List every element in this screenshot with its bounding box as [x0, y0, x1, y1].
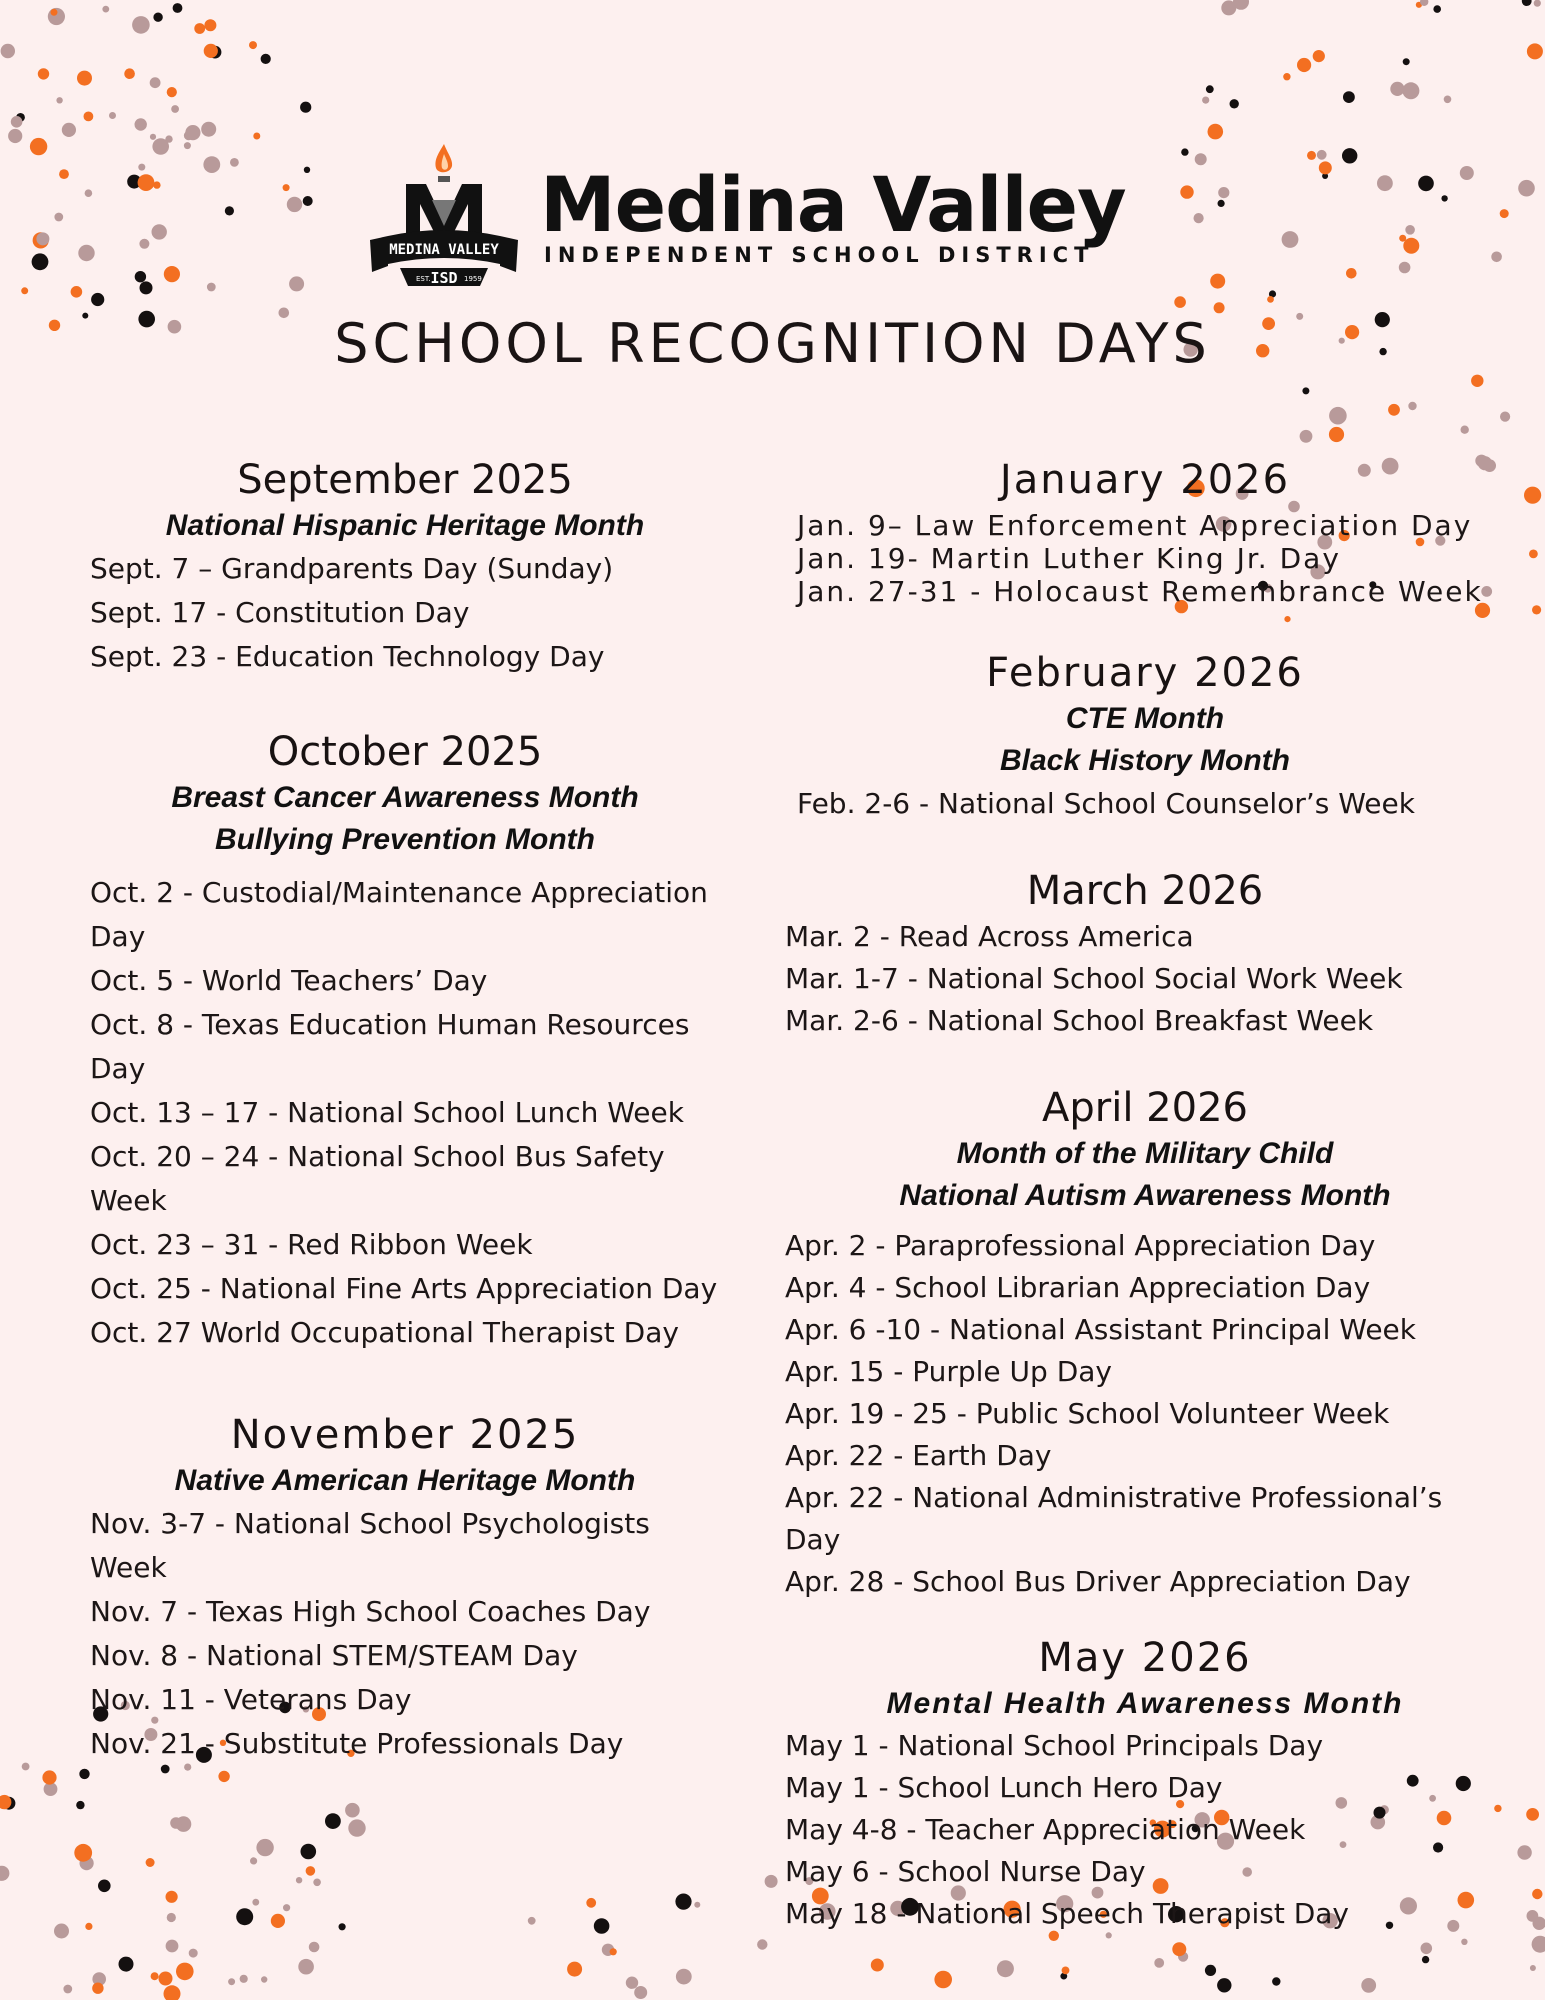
confetti-dot — [42, 1770, 56, 1784]
confetti-dot — [153, 13, 162, 22]
confetti-dot — [1218, 187, 1229, 198]
confetti-dot — [98, 1880, 111, 1893]
confetti-dot — [0, 1866, 9, 1881]
confetti-dot — [1221, 0, 1236, 15]
confetti-dot — [1343, 91, 1355, 103]
confetti-dot — [1517, 1845, 1531, 1859]
month-observance: National Hispanic Heritage Month — [165, 509, 645, 542]
confetti-dot — [1444, 96, 1452, 104]
confetti-dot — [1174, 296, 1186, 308]
confetti-dot — [76, 1801, 84, 1809]
confetti-dot — [11, 116, 23, 128]
confetti-dot — [1205, 1965, 1216, 1976]
confetti-dot — [139, 239, 149, 249]
month-section-september — [90, 455, 720, 679]
month-observance: CTE Month — [1065, 702, 1225, 735]
confetti-dot — [1208, 124, 1224, 140]
event-list — [90, 871, 720, 1355]
list-item: Oct. 8 - Texas Education Human Resources Day — [90, 1008, 690, 1085]
confetti-dot — [296, 1877, 302, 1883]
confetti-dot — [1300, 430, 1313, 443]
month-section-october — [90, 727, 720, 1355]
confetti-dot — [62, 123, 76, 137]
confetti-dot — [1518, 180, 1535, 197]
confetti-dot — [21, 287, 28, 294]
confetti-dot — [22, 1763, 30, 1771]
confetti-dot — [218, 1771, 229, 1782]
event-list — [785, 916, 1505, 1042]
month-observance: Black History Month — [999, 744, 1291, 777]
confetti-dot — [675, 1894, 691, 1910]
confetti-dot — [119, 1957, 134, 1972]
confetti-dot — [1532, 1936, 1545, 1953]
month-heading: November 2025 — [230, 1412, 580, 1458]
confetti-dot — [225, 206, 234, 215]
confetti-dot — [152, 224, 167, 239]
confetti-dot — [152, 138, 169, 155]
confetti-dot — [261, 1976, 267, 1982]
confetti-dot — [1172, 1942, 1186, 1956]
confetti-dot — [138, 164, 145, 171]
confetti-dot — [230, 158, 239, 167]
event-list — [90, 1502, 720, 1766]
district-name: Medina Valley — [540, 160, 1126, 249]
confetti-dot — [313, 1879, 321, 1887]
emblem-name-text: MEDINA VALLEY — [389, 242, 499, 258]
confetti-dot — [1534, 0, 1541, 7]
confetti-dot — [1361, 1978, 1376, 1993]
confetti-dot — [159, 1972, 173, 1986]
confetti-dot — [132, 16, 150, 34]
confetti-dot — [91, 293, 104, 306]
list-item: Apr. 22 - National Administrative Professional’s Day — [785, 1481, 1443, 1556]
confetti-dot — [1297, 58, 1311, 72]
confetti-dot — [56, 97, 62, 103]
confetti-dot — [586, 1898, 596, 1908]
list-item: Apr. 28 - School Bus Driver Appreciation Day — [785, 1565, 1411, 1598]
confetti-dot — [1529, 550, 1538, 559]
list-item: May 1 - School Lunch Hero Day — [785, 1771, 1223, 1804]
confetti-dot — [77, 71, 92, 86]
confetti-dot — [228, 1978, 235, 1985]
confetti-dot — [1282, 231, 1299, 248]
list-item: Oct. 2 - Custodial/Maintenance Appreciation Day — [90, 876, 708, 953]
confetti-dot — [236, 1908, 253, 1925]
confetti-dot — [189, 1949, 198, 1958]
confetti-dot — [194, 23, 205, 34]
confetti-dot — [150, 77, 161, 88]
confetti-dot — [304, 167, 310, 173]
confetti-dot — [934, 1971, 952, 1989]
list-item: May 6 - School Nurse Day — [785, 1855, 1146, 1888]
event-list — [785, 509, 1505, 608]
confetti-dot — [1302, 387, 1309, 394]
confetti-dot — [1307, 151, 1316, 160]
confetti-dot — [1532, 1889, 1542, 1899]
confetti-dot — [1210, 274, 1225, 289]
confetti-dot — [594, 1918, 610, 1934]
list-item: Oct. 13 – 17 - National School Lunch Week — [90, 1096, 684, 1129]
confetti-dot — [1433, 5, 1441, 13]
confetti-dot — [298, 1959, 314, 1975]
list-item: Mar. 1-7 - National School Social Work Week — [785, 962, 1403, 995]
district-logo-emblem — [360, 140, 520, 300]
confetti-dot — [135, 118, 147, 130]
svg-text:ISD: ISD — [430, 269, 458, 287]
confetti-dot — [51, 9, 58, 16]
confetti-dot — [176, 1963, 194, 1981]
confetti-dot — [207, 283, 216, 292]
confetti-dot — [1267, 296, 1274, 303]
list-item: Oct. 27 World Occupational Therapist Day — [90, 1316, 679, 1349]
district-subtitle: INDEPENDENT SCHOOL DISTRICT — [544, 243, 1095, 267]
month-observance: National Autism Awareness Month — [899, 1179, 1391, 1212]
confetti-dot — [85, 1923, 92, 1930]
confetti-dot — [74, 1844, 92, 1862]
list-item: Jan. 27-31 - Holocaust Remembrance Week — [797, 575, 1483, 608]
confetti-dot — [1500, 412, 1510, 422]
confetti-dot — [1402, 82, 1419, 99]
confetti-dot — [150, 134, 156, 140]
month-section-may — [785, 1633, 1505, 1935]
list-item: Apr. 4 - School Librarian Appreciation Day — [785, 1271, 1371, 1304]
list-item: Jan. 19- Martin Luther King Jr. Day — [797, 542, 1341, 575]
confetti-dot — [283, 1904, 290, 1911]
confetti-dot — [164, 1985, 181, 2000]
confetti-dot — [138, 174, 155, 191]
list-item: Apr. 19 - 25 - Public School Volunteer Week — [785, 1397, 1390, 1430]
month-heading: May 2026 — [1038, 1635, 1252, 1681]
confetti-dot — [1202, 97, 1209, 104]
confetti-dot — [84, 112, 94, 122]
list-item: Sept. 23 - Education Technology Day — [90, 640, 605, 673]
list-item: Nov. 8 - National STEM/STEAM Day — [90, 1639, 578, 1672]
confetti-dot — [283, 184, 290, 191]
confetti-dot — [1491, 251, 1502, 262]
confetti-dot — [301, 1844, 317, 1860]
confetti-dot — [1180, 185, 1193, 198]
confetti-dot — [271, 1914, 285, 1928]
month-heading: March 2026 — [1026, 868, 1264, 914]
confetti-dot — [1390, 82, 1404, 96]
confetti-dot — [1460, 166, 1474, 180]
list-item: Apr. 2 - Paraprofessional Appreciation Day — [785, 1229, 1376, 1262]
confetti-dot — [1524, 487, 1541, 504]
list-item: Nov. 3-7 - National School Psychologists Week — [90, 1507, 650, 1584]
confetti-dot — [1319, 161, 1332, 174]
confetti-dot — [32, 253, 49, 270]
confetti-dot — [765, 1875, 778, 1888]
confetti-dot — [1195, 153, 1207, 165]
month-heading: September 2025 — [237, 457, 573, 503]
confetti-dot — [634, 1986, 647, 1999]
confetti-dot — [171, 105, 179, 113]
confetti-dot — [871, 1959, 884, 1972]
list-item: Oct. 23 – 31 - Red Ribbon Week — [90, 1228, 533, 1261]
confetti-dot — [1218, 200, 1225, 207]
event-list — [90, 547, 720, 679]
district-header — [360, 140, 1140, 300]
confetti-dot — [1532, 605, 1541, 614]
month-section-november — [90, 1410, 720, 1766]
confetti-dot — [626, 1977, 638, 1989]
confetti-dot — [1526, 1808, 1539, 1821]
confetti-dot — [173, 3, 183, 13]
confetti-dot — [1530, 1965, 1536, 1971]
month-section-february — [785, 648, 1505, 826]
month-observance: Breast Cancer Awareness Month — [171, 781, 639, 814]
confetti-dot — [1527, 43, 1543, 59]
confetti-dot — [1, 44, 15, 58]
event-list — [785, 1725, 1505, 1935]
month-observance: Month of the Military Child — [956, 1137, 1334, 1170]
confetti-dot — [185, 125, 200, 140]
list-item: Apr. 15 - Purple Up Day — [785, 1355, 1112, 1388]
confetti-dot — [1421, 1943, 1433, 1955]
confetti-dot — [79, 1769, 89, 1779]
confetti-dot — [240, 1975, 248, 1983]
page-title: SCHOOL RECOGNITION DAYS — [334, 312, 1211, 375]
month-section-march — [785, 866, 1505, 1042]
confetti-dot — [204, 19, 216, 31]
confetti-dot — [252, 1899, 259, 1906]
list-item: Oct. 25 - National Fine Arts Appreciation Day — [90, 1272, 718, 1305]
confetti-dot — [1441, 195, 1447, 201]
list-item: Feb. 2-6 - National School Counselor’s Week — [797, 787, 1415, 820]
confetti-dot — [54, 1924, 69, 1939]
month-heading: February 2026 — [986, 650, 1304, 696]
confetti-dot — [757, 1939, 767, 1949]
confetti-dot — [151, 1972, 159, 1980]
confetti-dot — [325, 1813, 341, 1829]
confetti-dot — [1342, 148, 1357, 163]
confetti-dot — [102, 6, 109, 13]
confetti-dot — [694, 1902, 700, 1908]
confetti-dot — [71, 286, 83, 298]
confetti-dot — [1471, 375, 1483, 387]
confetti-dot — [166, 1891, 178, 1903]
confetti-dot — [146, 1858, 155, 1867]
confetti-dot — [109, 112, 116, 119]
confetti-dot — [528, 1917, 536, 1925]
confetti-dot — [1461, 1939, 1467, 1945]
list-item: Mar. 2 - Read Across America — [785, 920, 1194, 953]
month-observance: Bullying Prevention Month — [215, 823, 595, 856]
confetti-dot — [289, 276, 304, 291]
confetti-dot — [1422, 1956, 1429, 1963]
confetti-dot — [38, 68, 49, 79]
confetti-dot — [1062, 1967, 1070, 1975]
confetti-dot — [201, 122, 216, 137]
list-item: Nov. 7 - Texas High School Coaches Day — [90, 1595, 651, 1628]
confetti-dot — [1405, 225, 1415, 235]
confetti-dot — [135, 271, 146, 282]
confetti-dot — [164, 266, 180, 282]
month-observance: Mental Health Awareness Month — [886, 1687, 1404, 1720]
confetti-dot — [1329, 407, 1347, 425]
confetti-dot — [339, 1923, 346, 1930]
list-item: May 18 - National Speech Therapist Day — [785, 1897, 1349, 1930]
confetti-dot — [1230, 99, 1239, 108]
list-item: Apr. 6 -10 - National Assistant Principal Week — [785, 1313, 1416, 1346]
confetti-dot — [997, 1960, 1014, 1977]
confetti-dot — [300, 102, 311, 113]
confetti-dot — [203, 156, 220, 173]
confetti-dot — [30, 138, 47, 155]
confetti-dot — [1317, 150, 1327, 160]
confetti-dot — [8, 129, 22, 143]
confetti-dot — [167, 87, 177, 97]
confetti-dot — [610, 1948, 617, 1955]
confetti-dot — [1377, 175, 1393, 191]
confetti-dot — [1313, 50, 1325, 62]
confetti-dot — [253, 133, 260, 140]
list-item: Sept. 7 – Grandparents Day (Sunday) — [90, 552, 614, 585]
list-item: Oct. 5 - World Teachers’ Day — [90, 964, 488, 997]
confetti-dot — [1522, 0, 1532, 6]
list-item: Mar. 2-6 - National School Breakfast Week — [785, 1004, 1374, 1037]
confetti-dot — [124, 68, 135, 79]
confetti-dot — [1206, 85, 1214, 93]
confetti-dot — [1283, 73, 1290, 80]
list-item: Jan. 9– Law Enforcement Appreciation Day — [797, 509, 1473, 542]
month-heading: October 2025 — [267, 729, 543, 775]
confetti-dot — [166, 1940, 179, 1953]
confetti-dot — [170, 1817, 182, 1829]
confetti-dot — [306, 1866, 316, 1876]
confetti-dot — [345, 1803, 360, 1818]
list-item: May 1 - National School Principals Day — [785, 1729, 1324, 1762]
confetti-dot — [140, 281, 153, 294]
confetti-dot — [676, 1969, 692, 1985]
confetti-dot — [250, 1857, 257, 1864]
svg-text:1959: 1959 — [464, 275, 482, 283]
confetti-dot — [184, 142, 191, 149]
confetti-dot — [1403, 238, 1419, 254]
confetti-dot — [261, 54, 271, 64]
confetti-dot — [1346, 268, 1357, 279]
confetti-dot — [1284, 616, 1290, 622]
month-section-april — [785, 1083, 1505, 1603]
confetti-dot — [1403, 58, 1410, 65]
confetti-dot — [1388, 404, 1400, 416]
confetti-dot — [92, 1983, 103, 1994]
confetti-dot — [1408, 402, 1416, 410]
confetti-dot — [303, 196, 313, 206]
confetti-dot — [567, 1962, 582, 1977]
confetti-dot — [249, 41, 257, 49]
confetti-dot — [348, 1819, 365, 1836]
confetti-dot — [256, 1839, 273, 1856]
confetti-dot — [1181, 148, 1188, 155]
month-observance: Native American Heritage Month — [174, 1464, 636, 1497]
confetti-dot — [85, 189, 93, 197]
confetti-dot — [78, 245, 94, 261]
confetti-dot — [1418, 176, 1434, 192]
confetti-dot — [1500, 209, 1509, 218]
month-heading: January 2026 — [999, 457, 1291, 503]
confetti-dot — [167, 1913, 176, 1922]
confetti-dot — [309, 1942, 320, 1953]
confetti-dot — [54, 213, 63, 222]
month-section-january — [785, 455, 1505, 608]
list-item: Oct. 20 – 24 - National School Bus Safety Week — [90, 1140, 665, 1217]
month-heading: April 2026 — [1042, 1085, 1248, 1131]
confetti-dot — [59, 169, 69, 179]
svg-text:EST.: EST. — [416, 275, 431, 283]
list-item: Nov. 11 - Veterans Day — [90, 1683, 412, 1716]
confetti-dot — [287, 197, 302, 212]
confetti-dot — [1399, 262, 1411, 274]
list-item: Sept. 17 - Constitution Day — [90, 596, 470, 629]
list-item: May 4-8 - Teacher Appreciation Week — [785, 1813, 1306, 1846]
event-list — [785, 1225, 1505, 1603]
confetti-dot — [1272, 1977, 1280, 1985]
confetti-dot — [204, 44, 218, 58]
confetti-dot — [1461, 426, 1469, 434]
confetti-dot — [1154, 1958, 1164, 1968]
confetti-dot — [1194, 213, 1204, 223]
confetti-dot — [36, 232, 49, 245]
event-list — [785, 782, 1505, 826]
confetti-dot — [1217, 1978, 1231, 1992]
list-item: Nov. 21 - Substitute Professionals Day — [90, 1727, 624, 1760]
confetti-dot — [1329, 427, 1344, 442]
confetti-dot — [63, 1985, 72, 1994]
list-item: Apr. 22 - Earth Day — [785, 1439, 1052, 1472]
